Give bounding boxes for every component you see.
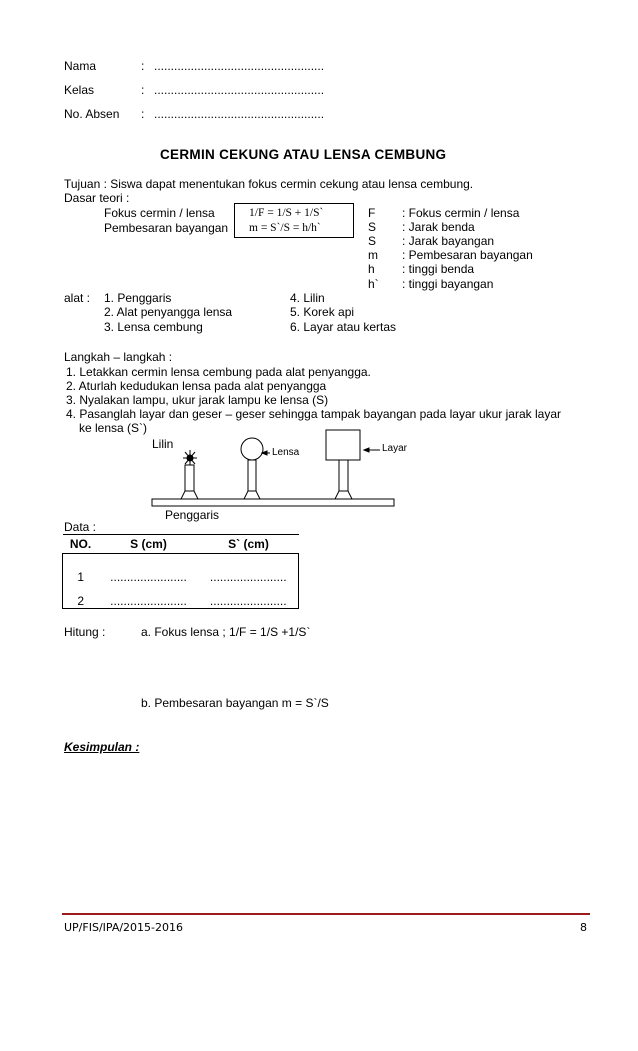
kesimpulan-label: Kesimpulan :	[64, 740, 140, 754]
legend-sym: S	[368, 234, 377, 248]
tujuan-text: Tujuan : Siswa dapat menentukan fokus cermin cekung atau lensa cembung.	[64, 177, 474, 191]
hitung-a: a. Fokus lensa ; 1/F = 1/S +1/S`	[141, 625, 311, 639]
formula-magnification: m = S`/S = h/h`	[249, 222, 321, 234]
alat-item: 2. Alat penyangga lensa	[104, 305, 233, 319]
cell-s: .......................	[110, 570, 187, 584]
absen-dots: ...................................................	[154, 107, 325, 121]
formula-box	[234, 203, 354, 238]
alat-item: 4. Lilin	[290, 291, 325, 305]
legend-desc: : Jarak benda	[402, 220, 475, 234]
alat-label: alat :	[64, 291, 91, 305]
legend-sym: h`	[368, 277, 379, 291]
legend-desc: : Pembesaran bayangan	[402, 248, 533, 262]
alat-item: 3. Lensa cembung	[104, 320, 203, 334]
label-penggaris: Penggaris	[165, 508, 220, 522]
footer-rule	[62, 913, 590, 915]
langkah-step: 4. Pasanglah layar dan geser – geser sehingga tampak bayangan pada layar ukur jarak layar	[66, 407, 561, 421]
data-table	[62, 534, 299, 609]
ruler-bar	[152, 499, 394, 506]
teori-item-fokus: Fokus cermin / lensa	[104, 206, 215, 220]
candle-flame-icon	[183, 450, 197, 465]
name-label: Nama	[64, 59, 97, 73]
absen-colon: :	[141, 107, 145, 121]
formula-focus: 1/F = 1/S + 1/S`	[249, 207, 324, 219]
class-colon: :	[141, 83, 145, 97]
langkah-step: 3. Nyalakan lampu, ukur jarak lampu ke lensa (S)	[66, 393, 329, 407]
lens-icon	[241, 438, 263, 499]
langkah-step: 2. Aturlah kedudukan lensa pada alat penyangga	[66, 379, 327, 393]
legend-desc: : tinggi benda	[402, 262, 475, 276]
table-row	[63, 554, 299, 585]
page-title: CERMIN CEKUNG ATAU LENSA CEMBUNG	[160, 147, 447, 162]
dasar-teori-label: Dasar teori :	[64, 191, 130, 205]
alat-item: 5. Korek api	[290, 305, 355, 319]
footer-text: UP/FIS/IPA/2015-2016	[64, 921, 184, 934]
label-layar: Layar	[382, 443, 408, 454]
legend-sym: S	[368, 220, 377, 234]
langkah-step: 1. Letakkan cermin lensa cembung pada alat penyangga.	[66, 365, 371, 379]
langkah-step-cont: ke lensa (S`)	[79, 421, 148, 435]
page-number: 8	[580, 921, 587, 934]
name-dots: ...................................................	[154, 59, 325, 73]
legend-sym: h	[368, 262, 375, 276]
cell-s-prime: .......................	[199, 554, 299, 585]
legend-sym: F	[368, 206, 376, 220]
header-s-prime: S` (cm)	[199, 535, 299, 554]
data-label: Data :	[64, 520, 97, 534]
cell-no: 2	[63, 584, 99, 609]
label-lensa: Lensa	[272, 447, 300, 458]
table-row	[63, 584, 299, 609]
langkah-title: Langkah – langkah :	[64, 350, 173, 364]
cell-s: .......................	[99, 584, 199, 609]
header-s: S (cm)	[99, 535, 199, 554]
alat-item: 1. Penggaris	[104, 291, 172, 305]
header-no: NO.	[63, 535, 99, 554]
cell-s-prime: .......................	[199, 584, 299, 609]
legend-desc: : Fokus cermin / lensa	[402, 206, 520, 220]
teori-item-pembesaran: Pembesaran bayangan	[104, 221, 229, 235]
table-header-row	[63, 535, 299, 554]
legend-sym: m	[368, 248, 378, 262]
candle-icon	[181, 465, 198, 499]
absen-label: No. Absen	[64, 107, 120, 121]
screen-icon	[326, 430, 360, 499]
hitung-label: Hitung :	[64, 625, 106, 639]
label-lilin: Lilin	[152, 437, 174, 451]
legend-desc: : Jarak bayangan	[402, 234, 495, 248]
name-colon: :	[141, 59, 145, 73]
cell-no: 1	[63, 554, 99, 585]
hitung-b: b. Pembesaran bayangan m = S`/S	[141, 696, 329, 710]
bench-drawing	[140, 428, 410, 514]
class-label: Kelas	[64, 83, 95, 97]
legend-desc: : tinggi bayangan	[402, 277, 494, 291]
class-dots: ...................................................	[154, 83, 325, 97]
alat-item: 6. Layar atau kertas	[290, 320, 397, 334]
